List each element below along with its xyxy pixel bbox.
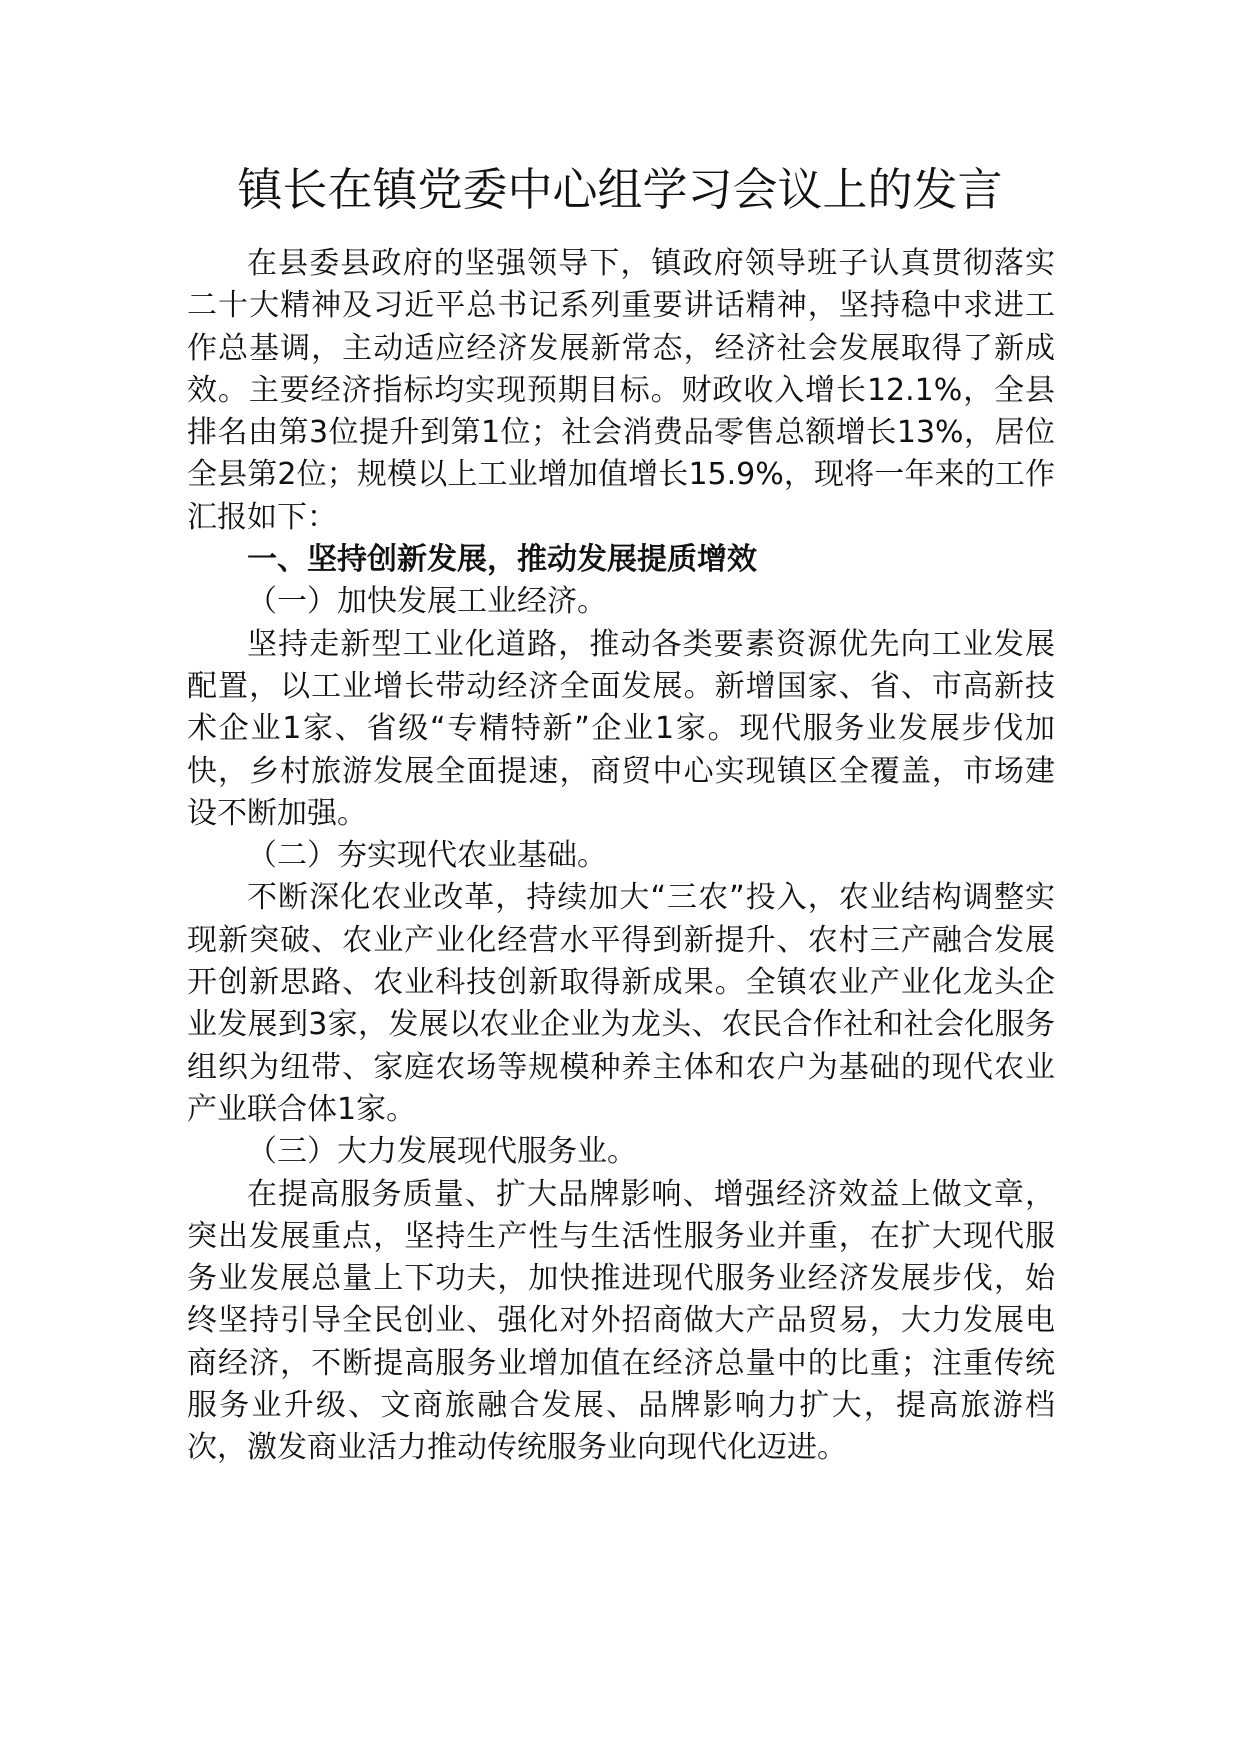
document-body [187, 243, 1055, 1470]
subsection-paragraph-2: 不断深化农业改革，持续加大“三农”投入，农业结构调整实现新突破、农业产业化经营水平得到新提升、农村三产融合发展开创新思路、农业科技创新取得新成果。全镇农业产业化龙头企业发展到3家，发展以农业企业为龙头、农民合作社和社会化服务组织为纽带、家庭农场等规模种养主体和农户为基础的现代农业产业联合体1家。 [187, 880, 1055, 1127]
subsection-paragraph-3: 在提高服务质量、扩大品牌影响、增强经济效益上做文章，突出发展重点，坚持生产性与生活性服务业并重，在扩大现代服务业发展总量上下功夫，加快推进现代服务业经济发展步伐，始终坚持引导全民创业、强化对外招商做大产品贸易，大力发展电商经济，不断提高服务业增加值在经济总量中的比重；注重传统服务业升级、文商旅融合发展、品牌影响力扩大，提高旅游档次，激发商业活力推动传统服务业向现代化迈进。 [187, 1176, 1055, 1466]
subsection-heading-2: （二）夯实现代农业基础。 [247, 838, 607, 874]
subsection-heading-3: （三）大力发展现代服务业。 [247, 1134, 637, 1170]
subsection-heading-1: （一）加快发展工业经济。 [247, 584, 607, 620]
document-title: 镇长在镇党委中心组学习会议上的发言 [237, 163, 1003, 216]
intro-paragraph: 在县委县政府的坚强领导下，镇政府领导班子认真贯彻落实二十大精神及习近平总书记系列重要讲话精神，坚持稳中求进工作总基调，主动适应经济发展新常态，经济社会发展取得了新成效。主要经济指标均实现预期目标。财政收入增长12.1%，全县排名由第3位提升到第1位；社会消费品零售总额增长13%，居位全县第2位；规模以上工业增加值增长15.9%，现将一年来的工作汇报如下： [187, 246, 1055, 535]
section-heading-1: 一、坚持创新发展，推动发展提质增效 [247, 542, 757, 578]
subsection-paragraph-1: 坚持走新型工业化道路，推动各类要素资源优先向工业发展配置，以工业增长带动经济全面发展。新增国家、省、市高新技术企业1家、省级“专精特新”企业1家。现代服务业发展步伐加快，乡村旅游发展全面提速，商贸中心实现镇区全覆盖，市场建设不断加强。 [187, 626, 1055, 831]
